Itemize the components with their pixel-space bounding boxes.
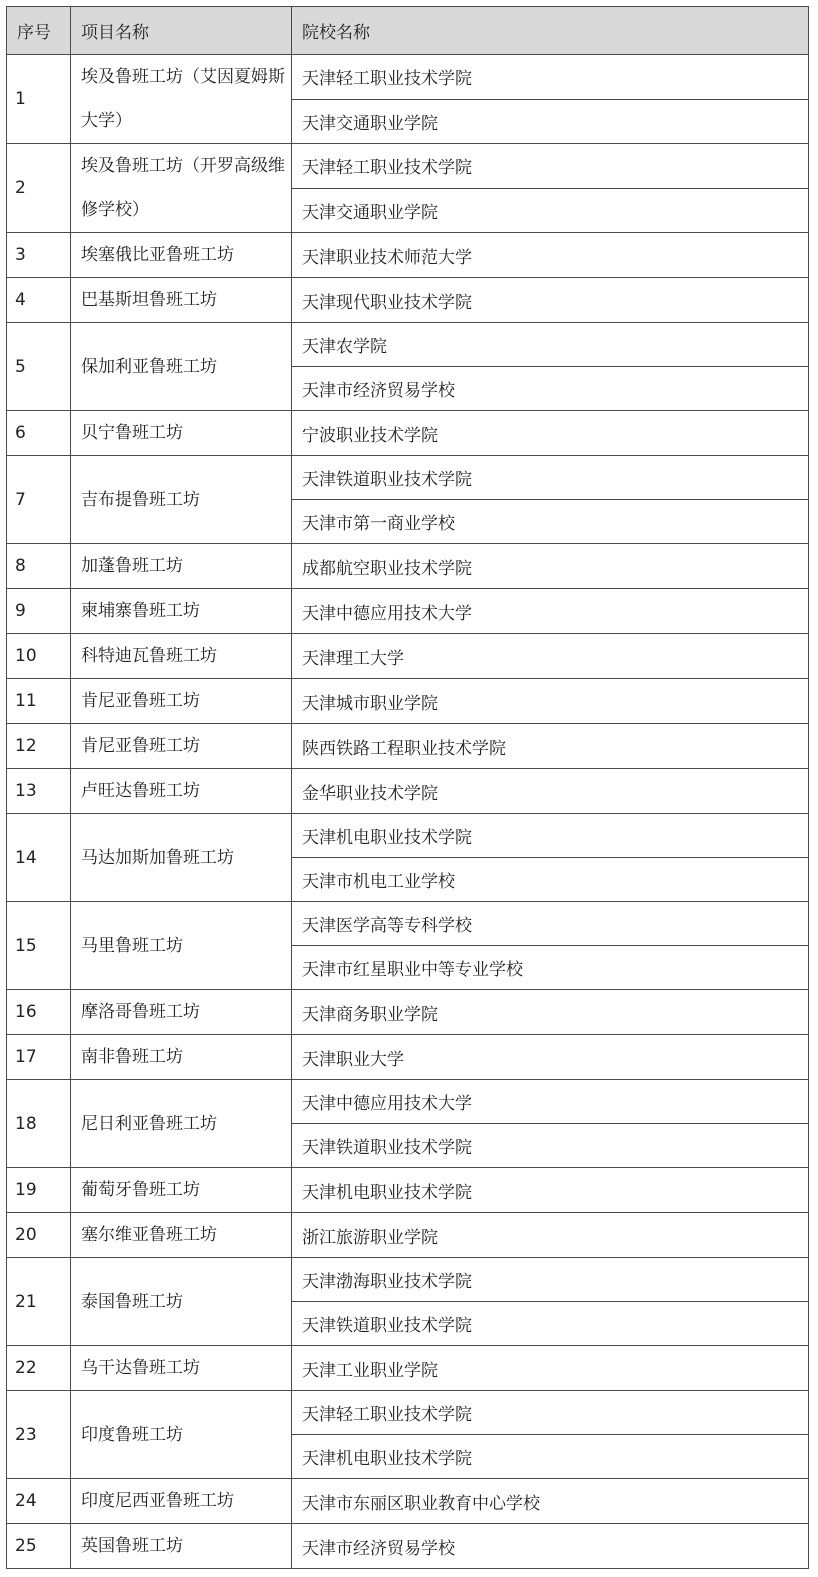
school-name: 天津铁道职业技术学院 <box>292 1302 809 1346</box>
table-row <box>7 278 809 323</box>
school-name: 天津市第一商业学校 <box>292 500 809 544</box>
row-index: 6 <box>7 411 71 456</box>
school-name: 天津渤海职业技术学院 <box>292 1258 809 1302</box>
project-name: 科特迪瓦鲁班工坊 <box>71 634 292 679</box>
school-name: 天津城市职业学院 <box>292 679 809 724</box>
table-row <box>7 1080 809 1124</box>
table-row <box>7 55 809 100</box>
row-index: 23 <box>7 1391 71 1479</box>
row-index: 19 <box>7 1168 71 1213</box>
row-index: 22 <box>7 1346 71 1391</box>
row-index: 1 <box>7 55 71 144</box>
table-row <box>7 724 809 769</box>
row-index: 9 <box>7 589 71 634</box>
row-index: 3 <box>7 233 71 278</box>
row-index: 20 <box>7 1213 71 1258</box>
school-name: 天津轻工职业技术学院 <box>292 1391 809 1435</box>
header-index: 序号 <box>7 7 71 55</box>
table-row <box>7 544 809 589</box>
table-row <box>7 679 809 724</box>
table-row <box>7 1346 809 1391</box>
table-row <box>7 1524 809 1569</box>
row-index: 18 <box>7 1080 71 1168</box>
project-name: 南非鲁班工坊 <box>71 1035 292 1080</box>
table-row <box>7 814 809 858</box>
project-name: 印度尼西亚鲁班工坊 <box>71 1479 292 1524</box>
school-name: 天津市经济贸易学校 <box>292 367 809 411</box>
row-index: 21 <box>7 1258 71 1346</box>
school-name: 天津市东丽区职业教育中心学校 <box>292 1479 809 1524</box>
row-index: 15 <box>7 902 71 990</box>
row-index: 14 <box>7 814 71 902</box>
project-name: 埃及鲁班工坊（艾因夏姆斯大学） <box>71 55 292 144</box>
row-index: 11 <box>7 679 71 724</box>
school-name: 成都航空职业技术学院 <box>292 544 809 589</box>
school-name: 天津轻工职业技术学院 <box>292 55 809 100</box>
table-row <box>7 323 809 367</box>
schools-table <box>6 6 809 1569</box>
school-name: 天津市经济贸易学校 <box>292 1524 809 1569</box>
table-row <box>7 1258 809 1302</box>
school-name: 天津机电职业技术学院 <box>292 814 809 858</box>
project-name: 马里鲁班工坊 <box>71 902 292 990</box>
school-name: 天津农学院 <box>292 323 809 367</box>
row-index: 5 <box>7 323 71 411</box>
school-name: 天津工业职业学院 <box>292 1346 809 1391</box>
project-name: 印度鲁班工坊 <box>71 1391 292 1479</box>
table-row <box>7 1391 809 1435</box>
school-name: 天津铁道职业技术学院 <box>292 456 809 500</box>
project-name: 肯尼亚鲁班工坊 <box>71 724 292 769</box>
school-name: 陕西铁路工程职业技术学院 <box>292 724 809 769</box>
row-index: 25 <box>7 1524 71 1569</box>
school-name: 天津铁道职业技术学院 <box>292 1124 809 1168</box>
project-name: 埃及鲁班工坊（开罗高级维修学校） <box>71 144 292 233</box>
table-row <box>7 1213 809 1258</box>
school-name: 天津市红星职业中等专业学校 <box>292 946 809 990</box>
project-name: 吉布提鲁班工坊 <box>71 456 292 544</box>
project-name: 贝宁鲁班工坊 <box>71 411 292 456</box>
school-name: 天津中德应用技术大学 <box>292 589 809 634</box>
row-index: 7 <box>7 456 71 544</box>
school-name: 天津医学高等专科学校 <box>292 902 809 946</box>
header-project: 项目名称 <box>71 7 292 55</box>
project-name: 柬埔寨鲁班工坊 <box>71 589 292 634</box>
school-name: 天津中德应用技术大学 <box>292 1080 809 1124</box>
row-index: 24 <box>7 1479 71 1524</box>
school-name: 天津商务职业学院 <box>292 990 809 1035</box>
table-row <box>7 1168 809 1213</box>
project-name: 卢旺达鲁班工坊 <box>71 769 292 814</box>
school-name: 天津机电职业技术学院 <box>292 1168 809 1213</box>
table-row <box>7 1479 809 1524</box>
project-name: 尼日利亚鲁班工坊 <box>71 1080 292 1168</box>
table-row <box>7 589 809 634</box>
project-name: 肯尼亚鲁班工坊 <box>71 679 292 724</box>
table-body <box>7 55 809 1569</box>
row-index: 8 <box>7 544 71 589</box>
school-name: 天津轻工职业技术学院 <box>292 144 809 189</box>
project-name: 葡萄牙鲁班工坊 <box>71 1168 292 1213</box>
school-name: 天津机电职业技术学院 <box>292 1435 809 1479</box>
table-row <box>7 233 809 278</box>
row-index: 16 <box>7 990 71 1035</box>
project-name: 马达加斯加鲁班工坊 <box>71 814 292 902</box>
project-name: 摩洛哥鲁班工坊 <box>71 990 292 1035</box>
row-index: 17 <box>7 1035 71 1080</box>
row-index: 13 <box>7 769 71 814</box>
project-name: 乌干达鲁班工坊 <box>71 1346 292 1391</box>
row-index: 2 <box>7 144 71 233</box>
header-row <box>7 7 809 55</box>
project-name: 英国鲁班工坊 <box>71 1524 292 1569</box>
school-name: 浙江旅游职业学院 <box>292 1213 809 1258</box>
table-row <box>7 902 809 946</box>
project-name: 塞尔维亚鲁班工坊 <box>71 1213 292 1258</box>
row-index: 10 <box>7 634 71 679</box>
project-name: 泰国鲁班工坊 <box>71 1258 292 1346</box>
header-school: 院校名称 <box>292 7 809 55</box>
school-name: 宁波职业技术学院 <box>292 411 809 456</box>
project-name: 加蓬鲁班工坊 <box>71 544 292 589</box>
table-row <box>7 144 809 189</box>
school-name: 天津职业技术师范大学 <box>292 233 809 278</box>
school-name: 天津交通职业学院 <box>292 188 809 233</box>
school-name: 天津交通职业学院 <box>292 99 809 144</box>
table-row <box>7 769 809 814</box>
table-row <box>7 990 809 1035</box>
school-name: 天津市机电工业学校 <box>292 858 809 902</box>
project-name: 埃塞俄比亚鲁班工坊 <box>71 233 292 278</box>
school-name: 天津现代职业技术学院 <box>292 278 809 323</box>
school-name: 天津职业大学 <box>292 1035 809 1080</box>
table-row <box>7 1035 809 1080</box>
row-index: 4 <box>7 278 71 323</box>
project-name: 巴基斯坦鲁班工坊 <box>71 278 292 323</box>
table-row <box>7 411 809 456</box>
row-index: 12 <box>7 724 71 769</box>
school-name: 天津理工大学 <box>292 634 809 679</box>
school-name: 金华职业技术学院 <box>292 769 809 814</box>
project-name: 保加利亚鲁班工坊 <box>71 323 292 411</box>
table-row <box>7 456 809 500</box>
table-row <box>7 634 809 679</box>
